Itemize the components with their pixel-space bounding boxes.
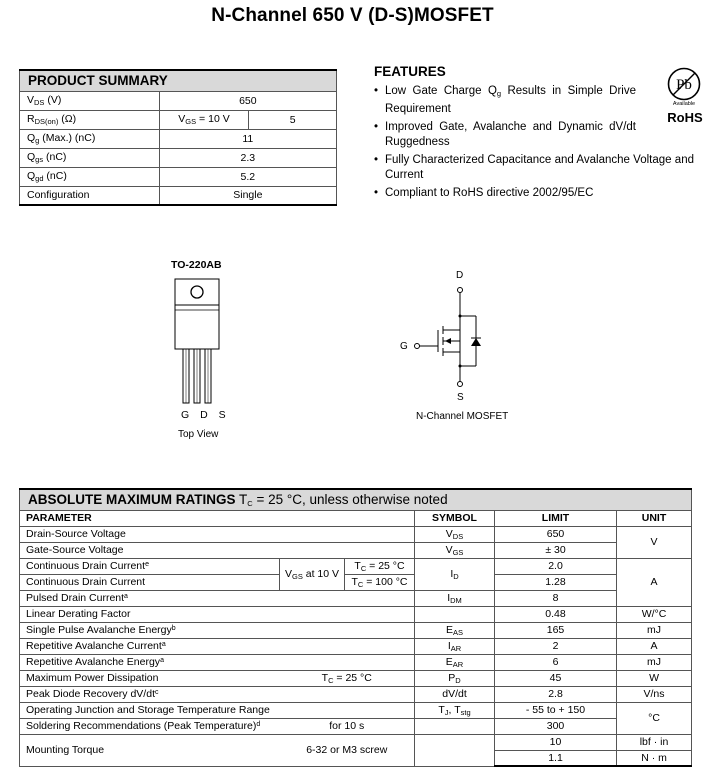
symbol-cell: $E_{AR}$ [415,654,495,670]
qgd-param: $Q_{gd}$ (nC) [20,167,160,186]
limit-cell: 300 [495,718,617,734]
source-label: S [457,392,464,403]
condition-cell: $V_{GS}$ at 10 V [280,558,345,590]
table-row [20,167,337,186]
features-list [374,84,694,205]
condition-cell: $T_C = 25$ °C [345,558,415,574]
table-header-row [20,510,692,526]
package-name: TO-220AB [171,259,222,271]
qg-value: 11 [159,129,336,148]
table-row [20,129,337,148]
amr-title: ABSOLUTE MAXIMUM RATINGS $T_C = 25$ °C, unless otherwise noted [20,489,692,510]
symbol-cell: $T_J$, $T_{stg}$ [415,702,495,718]
symbol-cell [415,734,495,766]
limit-cell: 6 [495,654,617,670]
table-row [20,670,692,686]
limit-cell: - 55 to + 150 [495,702,617,718]
qgs-param: $Q_{gs}$ (nC) [20,148,160,167]
mosfet-symbol-icon [396,268,486,392]
package-pins: G D S [181,409,230,421]
product-summary-table [19,69,337,206]
symbol-cell: $I_D$ [415,558,495,590]
drain-label: D [456,270,464,281]
pb-symbol: Pb [676,77,692,93]
limit-cell: 2 [495,638,617,654]
unit-cell: W [617,670,692,686]
header-symbol: SYMBOL [415,510,495,526]
symbol-cell [415,606,495,622]
package-view-label: Top View [178,429,219,440]
param-cell: Continuous Drain Current [20,574,280,590]
table-row [20,638,692,654]
header-parameter: PARAMETER [20,510,415,526]
param-cell: Mounting Torque [20,734,280,766]
list-item: • Compliant to RoHS directive 2002/95/EC [374,186,694,201]
param-cell: Soldering Recommendations (Peak Temperature)$^d$ [20,718,280,734]
param-cell: Drain-Source Voltage [20,526,415,542]
symbol-cell [415,718,495,734]
param-cell: Gate-Source Voltage [20,542,415,558]
features-heading: FEATURES [374,64,446,79]
unit-cell: °C [617,702,692,734]
rds-condition: $V_{GS} = 10$ V [159,110,249,129]
symbol-cell: $P_D$ [415,670,495,686]
symbol-cell: $I_{DM}$ [415,590,495,606]
symbol-cell: $E_{AS}$ [415,622,495,638]
unit-cell: mJ [617,654,692,670]
param-cell: Pulsed Drain Current$^a$ [20,590,415,606]
param-cell: Repetitive Avalanche Current$^a$ [20,638,415,654]
list-item: • Fully Characterized Capacitance and Avalanche Voltage and Current [374,153,694,182]
param-cell: Operating Junction and Storage Temperature Range [20,702,415,718]
symbol-cell: dV/dt [415,686,495,702]
list-item: • Improved Gate, Avalanche and Dynamic dV/dt Ruggedness [374,120,636,149]
mosfet-label: N-Channel MOSFET [416,411,509,422]
qgs-value: 2.3 [159,148,336,167]
condition-cell: $T_C = 25$ °C [280,670,415,686]
condition-cell: for 10 s [280,718,415,734]
table-row [20,574,692,590]
limit-cell: 8 [495,590,617,606]
rds-param: $R_{DS(on)}$ (Ω) [20,110,160,129]
gate-label: G [400,341,408,352]
limit-cell: 165 [495,622,617,638]
table-row [20,686,692,702]
config-value: Single [159,186,336,205]
table-row [20,526,692,542]
limit-cell: 1.28 [495,574,617,590]
limit-cell: 45 [495,670,617,686]
rds-value: 5 [249,110,337,129]
rohs-available-text: Available [672,101,696,107]
table-row [20,110,337,129]
condition-cell: $T_C = 100$ °C [345,574,415,590]
page-title: N-Channel 650 V (D-S)MOSFET [211,5,494,26]
limit-cell: 2.8 [495,686,617,702]
table-row [20,558,692,574]
table-row [20,702,692,718]
table-row [20,91,337,110]
symbol-cell: $I_{AR}$ [415,638,495,654]
unit-cell: A [617,558,692,606]
unit-cell: V/ns [617,686,692,702]
param-cell: Linear Derating Factor [20,606,415,622]
unit-cell: N · m [617,750,692,766]
table-row [20,186,337,205]
limit-cell: 650 [495,526,617,542]
table-row [20,590,692,606]
unit-cell: mJ [617,622,692,638]
vds-param: $V_{DS}$ (V) [20,91,160,110]
unit-cell: W/°C [617,606,692,622]
unit-cell: lbf · in [617,734,692,750]
limit-cell: 0.48 [495,606,617,622]
param-cell: Repetitive Avalanche Energy$^a$ [20,654,415,670]
product-summary-heading: PRODUCT SUMMARY [20,70,337,91]
table-row [20,734,692,750]
pb-free-icon [666,66,702,102]
absolute-max-ratings-table [19,488,692,767]
rohs-label: RoHS [667,110,703,125]
param-cell: Continuous Drain Current$^e$ [20,558,280,574]
table-row [20,654,692,670]
qg-param: $Q_g$ (Max.) (nC) [20,129,160,148]
limit-cell: ± 30 [495,542,617,558]
header-unit: UNIT [617,510,692,526]
table-row [20,606,692,622]
to220-package-icon [170,274,226,408]
qgd-value: 5.2 [159,167,336,186]
symbol-cell: $V_{GS}$ [415,542,495,558]
limit-cell: 2.0 [495,558,617,574]
param-cell: Maximum Power Dissipation [20,670,280,686]
unit-cell: V [617,526,692,558]
symbol-cell: $V_{DS}$ [415,526,495,542]
table-row [20,622,692,638]
header-limit: LIMIT [495,510,617,526]
limit-cell: 10 [495,734,617,750]
config-param: Configuration [20,186,160,205]
vds-value: 650 [159,91,336,110]
table-row [20,148,337,167]
param-cell: Peak Diode Recovery $dV/dt^c$ [20,686,415,702]
condition-cell: 6-32 or M3 screw [280,734,415,766]
table-row [20,542,692,558]
list-item: • Low Gate Charge $Q_g$ Results in Simple Drive Requirement [374,84,636,116]
table-row [20,718,692,734]
limit-cell: 1.1 [495,750,617,766]
param-cell: Single Pulse Avalanche Energy$^b$ [20,622,415,638]
unit-cell: A [617,638,692,654]
